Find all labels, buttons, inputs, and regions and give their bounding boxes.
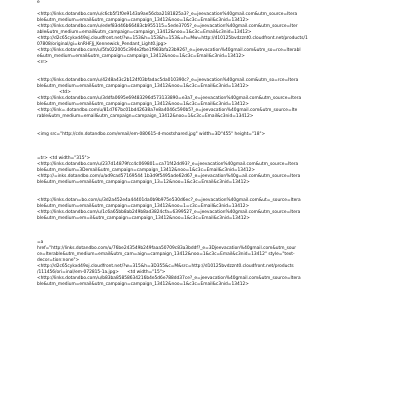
text-block <box>37 240 367 288</box>
text-line: ble&utm_medium=email&utm_campaign=campaign_13412&noo=1&c3c=Email&c3nid=13412> <box>37 84 249 89</box>
text-line: e <box>37 0 40 5</box>
text-line: href="http://links.dotandbo.com/u/76be243549b249faaa50709c83a3bddf?_e=3Djeevacation%40gmail.com&utm_sour <box>37 246 297 251</box>
paragraph-gap <box>37 120 367 132</box>
text-line: able&utm_medium=email&utm_campaign=campaign_13412&noo=1&c3c=Email&c3nid=13412> <box>37 30 252 35</box>
text-line: <http://links.dotandbo.com/u/5fa022005c394e2fbe1f983bfa23b926?_e=jeevacation%40gmail.com&utm_so=rce=Iterabl <box>37 48 301 53</box>
text-line: ble&utm_medium=email&utm_campaign=campaign_13412&noo=1&c3c=Email&c3nid=13412> <box>37 18 249 23</box>
text-line: ble&utm_medium=em=il&utm_campaign=campaign_13412&noo=1&c3c=Email&c3nid=13412> <box>37 216 250 221</box>
text-block <box>37 156 367 186</box>
text-line: <http://links.dotandbo.com/u/237d14879fcc4c069801=ca71f42dd93?_e=jeevacation%40gmail.com&utm_source=Itera <box>37 162 299 167</box>
text-line: =tr> <td width="315"> <box>37 156 91 161</box>
text-line: <http://links.dotan=bo.com/u/3d2a452e4a44401da0b9b975e530d6ec?_e=jeevacation%40gmail.com&ut=_source=Itera <box>37 198 301 203</box>
text-line: <http://links.dotandbo.com/u/4248a43c2b124f03bfadac5da010390c?_e=jeevacation%40gmail.com&utm_so=rce=Itera <box>37 78 299 83</box>
text-block <box>37 12 367 66</box>
text-line: ble&utm_medium=email&utm_campaign=campaign_13=12&noo=1&c3c=Email&c3nid=13412> <box>37 180 250 185</box>
text-line: e&utm_medium=email&utm_campaign=campaign_13412&noo=1&c3c=Email&c3nid=13412> <box>37 54 245 59</box>
text-line: <http://=inks.dotandbo.com/u/ad9cad57169544 1b3d9f5495ade62d67_e=jeevacation%40g=ail.com&utm_source=Itera <box>37 174 301 179</box>
paragraph-gap <box>37 138 367 156</box>
text-line: ble&utm_medium=3Demail&utm_campaign=campaign_13412&noo=1&c3c=Email&c3nid=13412> <box>37 168 256 173</box>
text-line: <http://links.dotandbo.com/u/b83ba85858634216b4e5d6e788dd37ce?_e=jeevacation%40gmail.com&utm_source=Itera <box>37 276 301 281</box>
paragraph-gap <box>37 186 367 198</box>
text-line: /111456/ori=inal/em-072815-1a.jpg> <td width="15"> <box>37 270 166 275</box>
text-line: <http://links.dotandbo.com/u/1c6a65bb8ab249b8ad3824cfa=6399527_e=jeevacation%40gmail.com&utm_source=Itera <box>37 210 301 215</box>
text-block <box>37 78 367 120</box>
text-line: <rr> <box>37 60 48 65</box>
text-line: <img src="http://cdn.dotandbo.com/email/em-080615-d-mostshared.jpg" width=3D"455" height="18"> <box>37 132 266 137</box>
text-line: rable&utm_medium=email&utm_campaign=campaign_13412&noo=1&c3c=Email&c3nid=13412> <box>37 114 254 119</box>
text-line: <http://links.dotandbo.com/u/edef83d46b66483cb955115=5ede3705?_e=jeevacation%40gmail.com&utm_source=Iter <box>37 24 298 29</box>
text-block <box>37 198 367 222</box>
text-line: ble&utm_medium=email&utm_campaign=campaign_13412&noo=1=c3c=Email&c3nid=13412> <box>37 204 250 209</box>
paragraph-gap <box>37 222 367 240</box>
email-source-text <box>37 0 367 288</box>
text-line: <http://link=.dotandbo.com/u/81d767bc01bd42638a7e8a4046c590b5?_e=jeevacation%40gmail.com&utm_source=Ite <box>37 108 298 113</box>
text-line: ble&utm_medium=email&utm_campaign=campaign_13412&noo=1&c3c=Email&c3nid=13412> <box>37 282 249 287</box>
paragraph-gap <box>37 66 367 78</box>
text-line: <td> <box>37 90 71 95</box>
text-line: <http://d2c65cykxd49oj.cloudfront.net/?w=153&h=153&h=153&=h=Mw=http://d10125bvdzznt0.cloudfront.net/products/1 <box>37 36 308 41</box>
text-line: <http://links.dotandbo.com/u/3ddfa0695e69483296d573133890=e3a7_e=jeevacation%40gmail.com&utm_source=Itera <box>37 96 302 101</box>
text-line: ce=Iterable&utm_medium=email&utm_cam=aign=campaign_13412&noo=1&c3c=Email&c3nid=13412" style="text- <box>37 252 295 257</box>
text-line: 07808/original/gi=knRHFJj_Kennewick_Pendant_Light0.jpg> <box>37 42 167 47</box>
text-line: <http://links.dotandbo.com/u/c6cb5f1f0e9143a9ae56cba2181825a3?_e=jeevacation%40gmail.com&utm_source=Itera <box>37 12 298 17</box>
text-line: =a <box>37 240 44 245</box>
text-line: decor=tion:none"> <box>37 258 80 263</box>
text-line: <http://d2c65cykxd49oj.cloudfront.net/?w=315&h=3D355&c=M&src=http://d10125bvdzznt0.cloudfront.net/products <box>37 264 294 269</box>
text-line: ble&utm_medium=email&utm_campaign=campaign_13412&noo=1&c3c=Email&c3nid=13412> <box>37 102 249 107</box>
